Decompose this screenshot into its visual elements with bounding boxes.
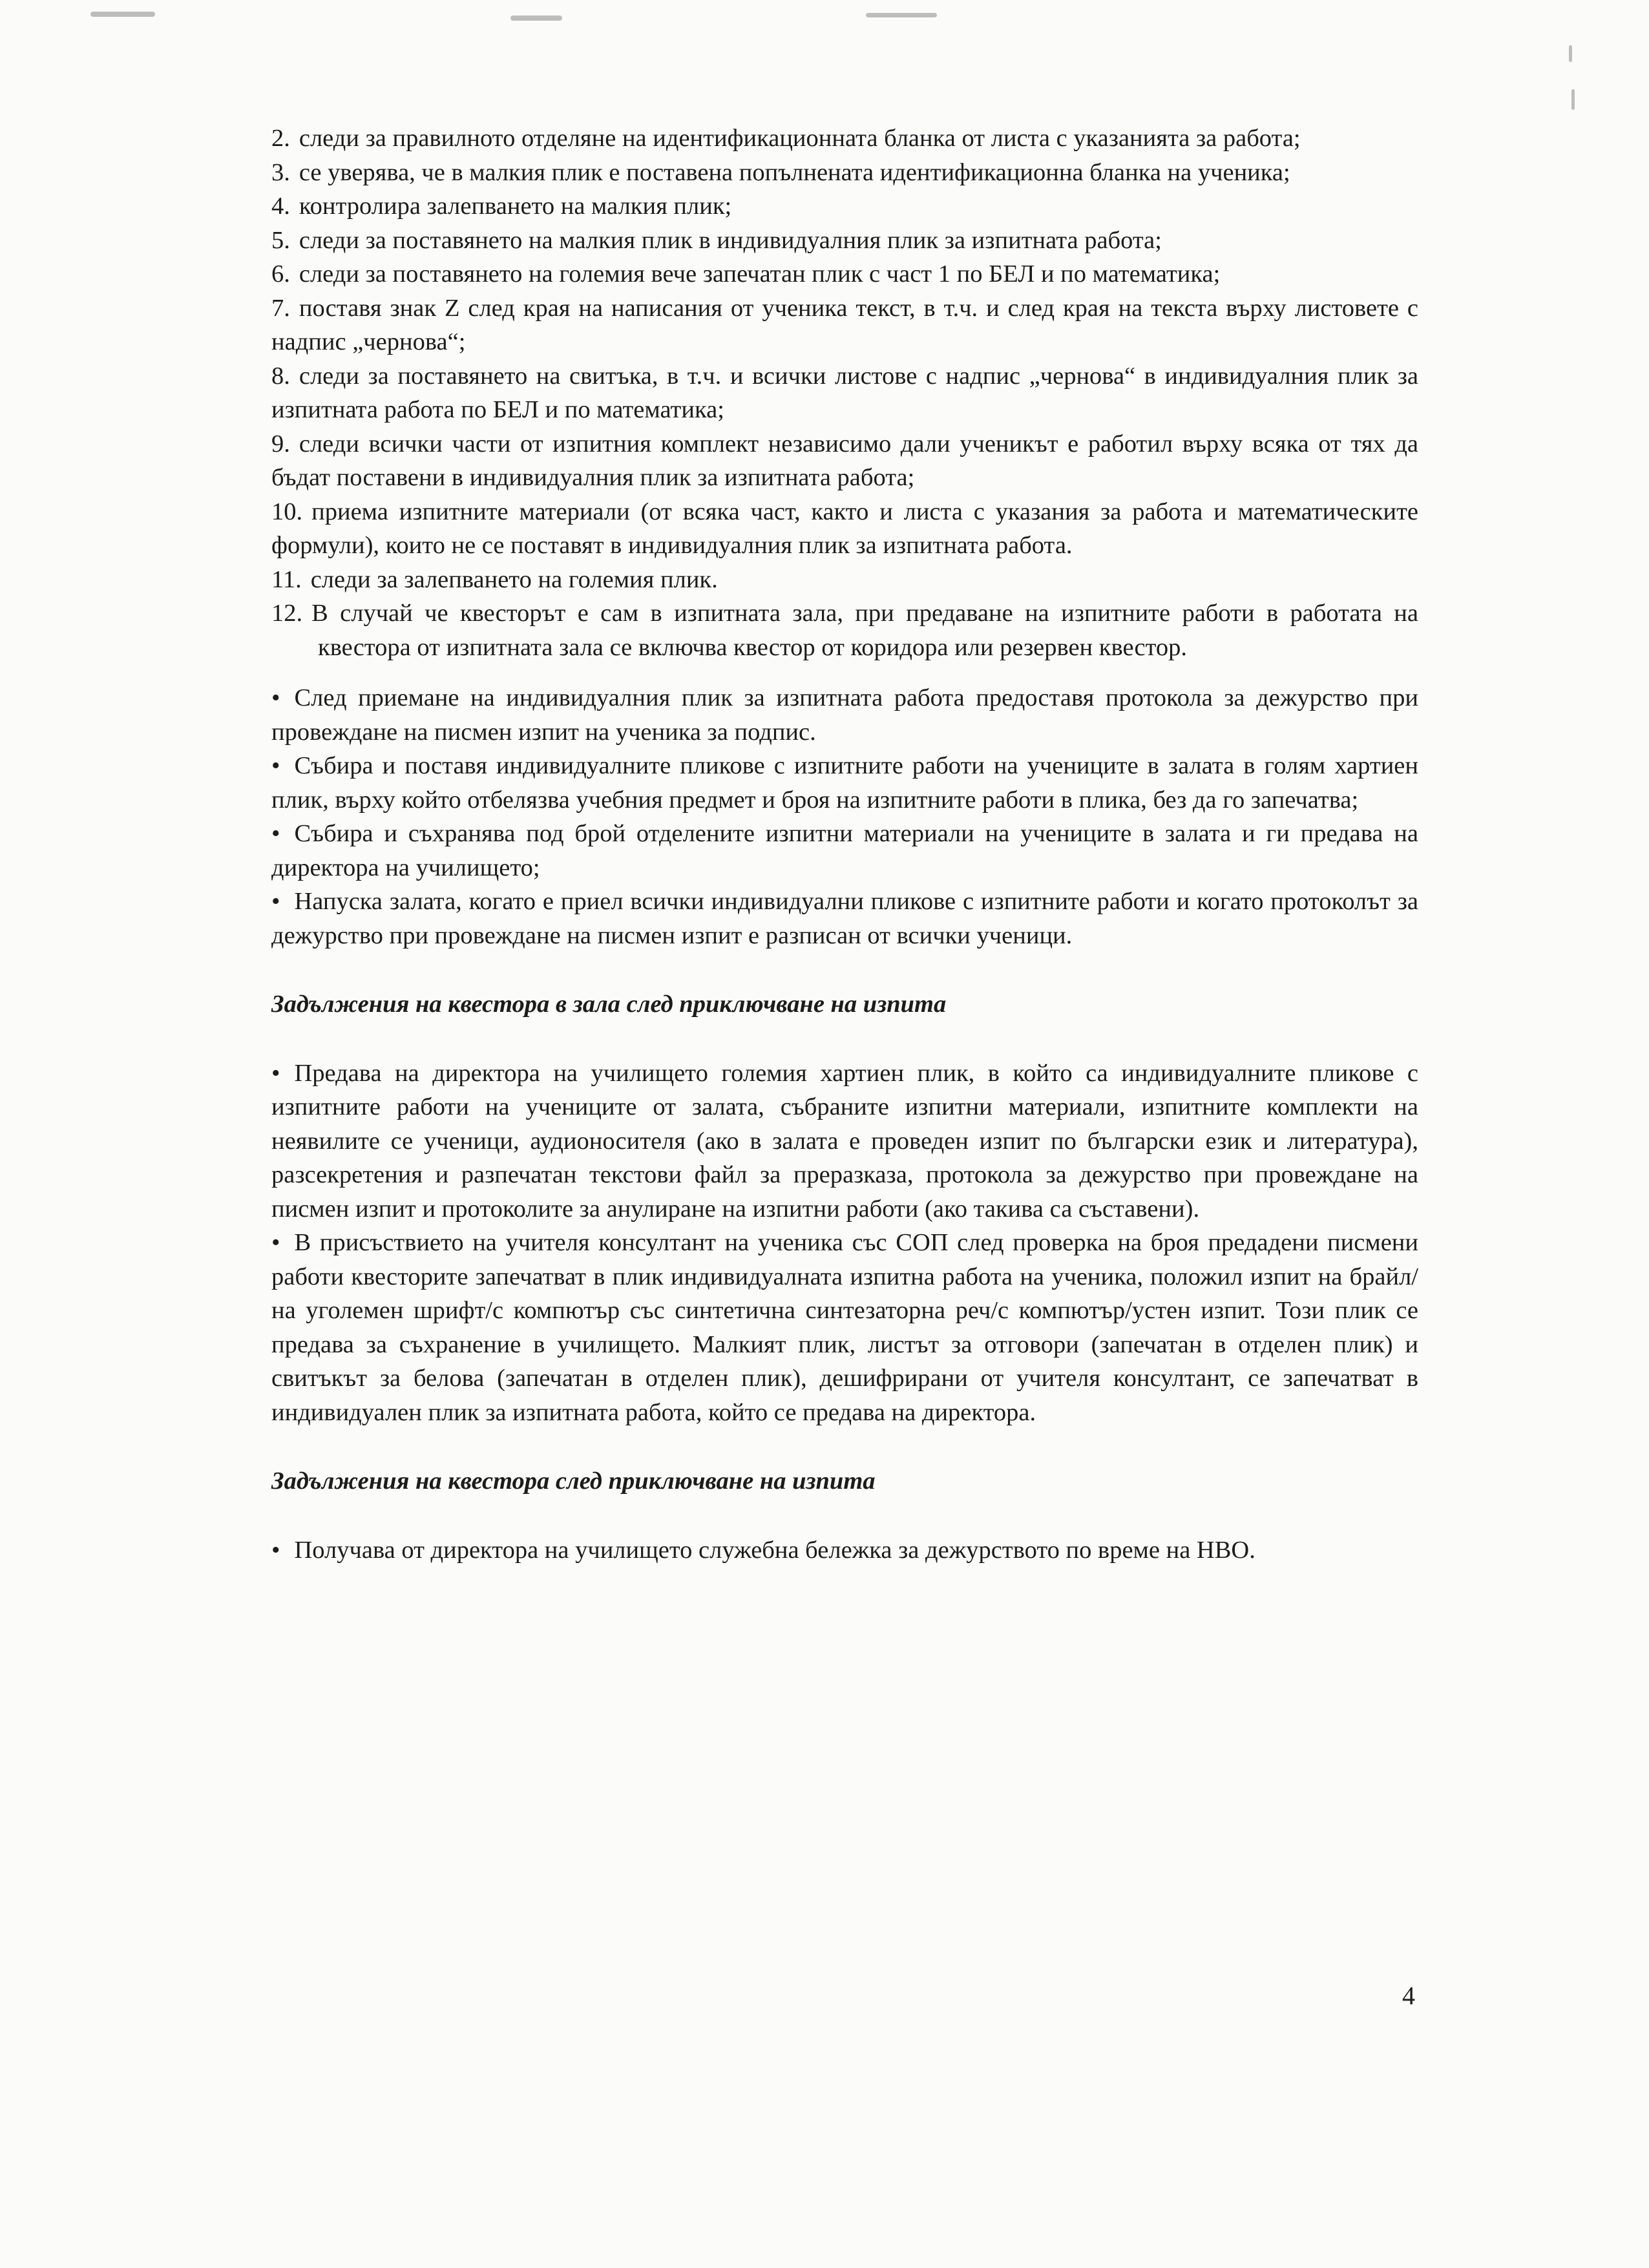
- list-item: [271, 156, 1418, 190]
- item-text: следи за поставянето на малкия плик в индивидуалния плик за изпитната работа;: [299, 226, 1162, 254]
- list-item: [271, 563, 1418, 597]
- bullet-text: След приемане на индивидуалния плик за изпитната работа предоставя протокола за дежурство при провеждане на писмен изпит на ученика за подпис.: [271, 684, 1418, 746]
- list-item: [271, 121, 1418, 156]
- item-number: 6.: [271, 260, 290, 288]
- bullet-text: Напуска залата, когато е приел всички индивидуални пликове с изпитните работи и когато протоколът за дежурство при провеждане на писмен изпит е разписан от всички ученици.: [271, 888, 1418, 949]
- bullet-text: Предава на директора на училището големия хартиен плик, в който са индивидуалните пликове с изпитните работи на учениците от залата, събраните изпитни материали, изпитните комплекти на неявилите се ученици, аудионосителя (ако в залата е проведен изпит по български език и литература), разсекретения и разпечатан текстови файл за преразказа, протокола за дежурство при провеждане на писмен изпит и протоколите за анулиране на изпитни работи (ако такива са съставени).: [271, 1059, 1418, 1223]
- section-heading: Задължения на квестора в зала след приключване на изпита: [271, 991, 947, 1018]
- bullet-text: Събира и поставя индивидуалните пликове с изпитните работи на учениците в залата в голям хартиен плик, върху който отбелязва учебния предмет и броя на изпитните работи в плика, без да го запечатва;: [271, 752, 1418, 814]
- item-number: 8.: [271, 362, 290, 390]
- list-item: [271, 189, 1418, 224]
- bullet-item: [271, 1226, 1418, 1429]
- list-item: [271, 291, 1418, 359]
- bullet-item: [271, 1056, 1418, 1226]
- item-number: 10.: [271, 498, 303, 525]
- section-heading: Задължения на квестора след приключване на изпита: [271, 1467, 876, 1495]
- list-item: [271, 495, 1418, 563]
- bullet-text: Събира и съхранява под брой отделените изпитни материали на учениците в залата и ги предава на директора на училището;: [271, 820, 1418, 881]
- bullet-item: [271, 885, 1418, 952]
- scan-artifact: [1571, 89, 1575, 110]
- item-number: 9.: [271, 430, 290, 457]
- bullet-list-final: [271, 1533, 1418, 1568]
- item-text: следи за поставянето на свитъка, в т.ч. и всички листове с надпис „чернова“ в индивидуалния плик за изпитната работа по БЕЛ и по математика;: [271, 362, 1418, 423]
- item-number: 3.: [271, 158, 290, 186]
- bullet-list-after-exam: [271, 1056, 1418, 1430]
- bullet-item: [271, 1533, 1418, 1568]
- item-text: следи за поставянето на големия вече запечатан плик с част 1 по БЕЛ и по математика;: [299, 260, 1221, 288]
- item-text: контролира залепването на малкия плик;: [299, 193, 732, 220]
- scan-artifact: [90, 12, 155, 17]
- list-item: [271, 427, 1418, 495]
- list-item: [271, 596, 1418, 664]
- item-text: следи всички части от изпитния комплект независимо дали ученикът е работил върху всяка от тях да бъдат поставени в индивидуалния плик за изпитната работа;: [271, 430, 1418, 491]
- document-body: [271, 121, 1418, 1567]
- item-text: приема изпитните материали (от всяка част, както и листа с указания за работа и математическите формули), които не се поставят в индивидуалния плик за изпитната работа.: [271, 498, 1418, 559]
- bullet-text: В присъствието на учителя консултант на ученика със СОП след проверка на броя предадени писмени работи квесторите запечатват в плик индивидуалната изпитна работа на ученика, положил изпит на брайл/на уголемен шрифт/с компютър със синтетична синтезаторна реч/с компютър/устен изпит. Този плик се предава за съхранение в училището. Малкият плик, листът за отговори (запечатан в отделен плик) и свитъкът за белова (запечатан в отделен плик), дешифрирани от учителя консултант, се запечатват в индивидуален плик за изпитната работа, който се предава на директора.: [271, 1229, 1418, 1426]
- item-text: следи за правилното отделяне на идентификационната бланка от листа с указанията за работа;: [299, 125, 1301, 152]
- bullet-item: [271, 817, 1418, 885]
- item-text: В случай че квесторът е сам в изпитната зала, при предаване на изпитните работи в работата на квестора от изпитната зала се включва квестор от коридора или резервен квестор.: [311, 600, 1418, 661]
- list-item: [271, 257, 1418, 291]
- bullet-glyph: •: [271, 752, 280, 779]
- item-text: се уверява, че в малкия плик е поставена попълнената идентификационна бланка на ученика;: [299, 158, 1290, 186]
- item-number: 2.: [271, 125, 290, 152]
- item-number: 12.: [271, 600, 303, 627]
- item-number: 4.: [271, 193, 290, 220]
- bullet-text: Получава от директора на училището служебна бележка за дежурството по време на НВО.: [294, 1536, 1255, 1564]
- bullet-glyph: •: [271, 1059, 280, 1087]
- bullet-item: [271, 749, 1418, 817]
- bullet-list-handover: [271, 681, 1418, 952]
- list-item: [271, 224, 1418, 258]
- item-number: 5.: [271, 226, 290, 254]
- bullet-glyph: •: [271, 888, 280, 915]
- bullet-item: [271, 681, 1418, 749]
- scan-artifact: [866, 13, 937, 17]
- item-number: 7.: [271, 294, 290, 322]
- item-number: 11.: [271, 565, 302, 593]
- bullet-glyph: •: [271, 684, 280, 711]
- scan-artifact: [1569, 45, 1572, 62]
- item-text: поставя знак Z след края на написания от ученика текст, в т.ч. и след края на текста върху листовете с надпис „чернова“;: [271, 294, 1418, 355]
- bullet-glyph: •: [271, 1229, 280, 1256]
- numbered-list: [271, 121, 1418, 664]
- scan-artifact: [510, 16, 562, 21]
- list-item: [271, 359, 1418, 427]
- item-text: следи за залепването на големия плик.: [310, 565, 718, 593]
- bullet-glyph: •: [271, 820, 280, 847]
- bullet-glyph: •: [271, 1536, 280, 1564]
- page-number: 4: [1402, 1981, 1415, 2010]
